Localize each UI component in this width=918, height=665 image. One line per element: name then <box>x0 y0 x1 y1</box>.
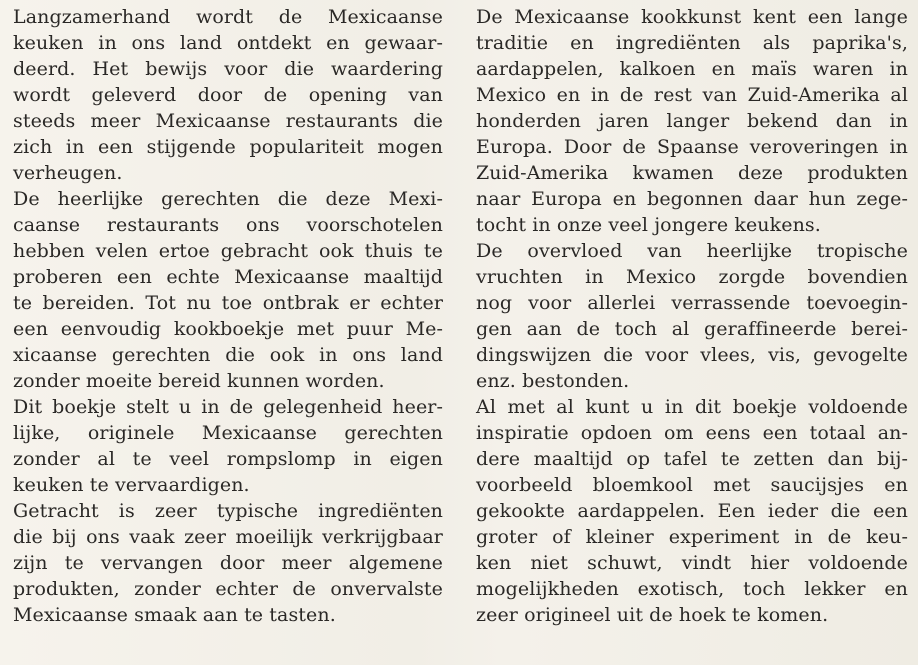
text-line: proberen een echte Mexicaanse maaltijd <box>13 266 443 288</box>
right-text-column <box>476 4 908 628</box>
text-line: Langzamerhand wordt de Mexicaanse <box>13 6 443 28</box>
text-line: Europa. Door de Spaanse veroveringen in <box>476 136 908 158</box>
text-line: wordt geleverd door de opening van <box>13 84 443 106</box>
text-line: Zuid-Amerika kwamen deze produkten <box>476 162 908 184</box>
text-line: produkten, zonder echter de onvervalste <box>13 578 443 600</box>
text-line: groter of kleiner experiment in de keu- <box>476 526 908 548</box>
text-line: De Mexicaanse kookkunst kent een lange <box>476 6 908 28</box>
text-line: Al met al kunt u in dit boekje voldoende <box>476 396 908 418</box>
text-line: naar Europa en begonnen daar hun zege- <box>476 188 908 210</box>
text-line: zonder moeite bereid kunnen worden. <box>13 370 385 392</box>
text-line: verheugen. <box>13 162 123 184</box>
text-line: Mexicaanse smaak aan te tasten. <box>13 604 336 626</box>
text-line: keuken te vervaardigen. <box>13 474 250 496</box>
text-line: zeer origineel uit de hoek te komen. <box>476 604 829 626</box>
text-line: een eenvoudig kookboekje met puur Me- <box>13 318 443 340</box>
text-line: caanse restaurants ons voorschotelen <box>13 214 443 236</box>
text-line: tocht in onze veel jongere keukens. <box>476 214 821 236</box>
text-line: vruchten in Mexico zorgde bovendien <box>476 266 908 288</box>
text-line: lijke, originele Mexicaanse gerechten <box>13 422 443 444</box>
text-line: steeds meer Mexicaanse restaurants die <box>13 110 443 132</box>
left-text-column <box>13 4 443 628</box>
text-line: Mexico en in de rest van Zuid-Amerika al <box>476 84 908 106</box>
text-line: deerd. Het bewijs voor die waardering <box>13 58 443 80</box>
text-line: honderden jaren langer bekend dan in <box>476 110 908 132</box>
text-line: nog voor allerlei verrassende toevoegin- <box>476 292 908 314</box>
text-line: zich in een stijgende populariteit mogen <box>13 136 443 158</box>
text-line: dingswijzen die voor vlees, vis, gevogelte <box>476 344 908 366</box>
text-line: mogelijkheden exotisch, toch lekker en <box>476 578 908 600</box>
text-line: te bereiden. Tot nu toe ontbrak er echter <box>13 292 443 314</box>
text-line: zonder al te veel rompslomp in eigen <box>13 448 443 470</box>
text-line: aardappelen, kalkoen en maïs waren in <box>476 58 908 80</box>
text-line: keuken in ons land ontdekt en gewaar- <box>13 32 443 54</box>
text-line: Dit boekje stelt u in de gelegenheid heer- <box>13 396 443 418</box>
text-line: Getracht is zeer typische ingrediënten <box>13 500 443 522</box>
text-line: ken niet schuwt, vindt hier voldoende <box>476 552 908 574</box>
text-line: dere maaltijd op tafel te zetten dan bij- <box>476 448 908 470</box>
text-line: voorbeeld bloemkool met saucijsjes en <box>476 474 908 496</box>
text-line: gekookte aardappelen. Een ieder die een <box>476 500 908 522</box>
text-line: die bij ons vaak zeer moeilijk verkrijgbaar <box>13 526 443 548</box>
text-line: traditie en ingrediënten als paprika's, <box>476 32 908 54</box>
text-line: hebben velen ertoe gebracht ook thuis te <box>13 240 443 262</box>
text-line: gen aan de toch al geraffineerde berei- <box>476 318 908 340</box>
text-line: De overvloed van heerlijke tropische <box>476 240 908 262</box>
text-line: xicaanse gerechten die ook in ons land <box>13 344 443 366</box>
text-line: zijn te vervangen door meer algemene <box>13 552 443 574</box>
text-line: De heerlijke gerechten die deze Mexi- <box>13 188 443 210</box>
text-line: enz. bestonden. <box>476 370 630 392</box>
text-line: inspiratie opdoen om eens een totaal an- <box>476 422 908 444</box>
